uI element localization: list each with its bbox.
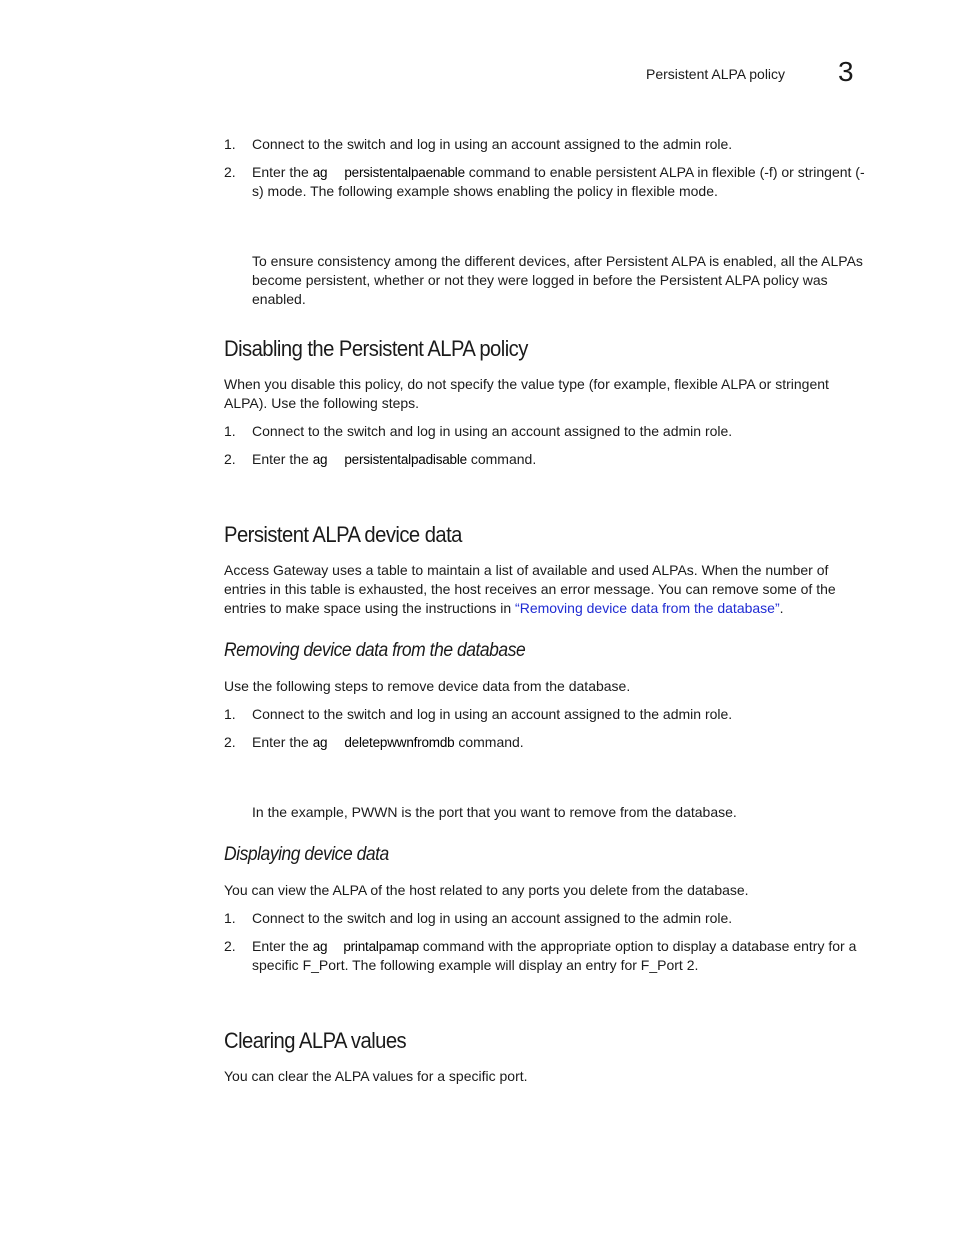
cross-reference-link[interactable]: “Removing device data from the database”: [515, 600, 780, 616]
step-text-pre: Enter the: [252, 451, 313, 467]
step-text-post: command to enable persistent ALPA in flexible (-f) or stringent (-s) mode. The following example shows enabling the policy in flexible mode.: [252, 164, 865, 199]
step-text: Connect to the switch and log in using an account assigned to the admin role.: [252, 136, 733, 152]
command-name: ag: [312, 452, 328, 467]
step-text: [252, 733, 872, 752]
step-text-pre: Enter the: [252, 938, 313, 954]
intro-text: Access Gateway uses a table to maintain a list of available and used ALPAs. When the number of entries in this table is exhausted, the host receives an error message. You can remove some of the entries to make space using the instructions in: [224, 562, 836, 616]
step-number: 2.: [224, 938, 236, 954]
step-text-pre: Enter the: [252, 734, 313, 750]
step-number: 2.: [224, 451, 236, 467]
step-number: 2.: [224, 734, 236, 750]
section-intro: When you disable this policy, do not specify the value type (for example, flexible ALPA or stringent ALPA). Use the following steps.: [224, 376, 829, 411]
step-text-post: command.: [454, 734, 524, 750]
step-text: [252, 937, 872, 975]
section-heading: Persistent ALPA device data: [224, 522, 462, 547]
note-paragraph: In the example, PWWN is the port that you want to remove from the database.: [252, 804, 737, 820]
command-option: printalpamap: [343, 939, 419, 954]
command-option: deletepwwnfromdb: [344, 735, 455, 750]
step-text-post: command with the appropriate option to display a database entry for a specific F_Port. The following example will display an entry for F_Port 2.: [252, 938, 857, 973]
step-text: Connect to the switch and log in using an account assigned to the admin role.: [252, 910, 733, 926]
intro-end: .: [779, 600, 784, 616]
command-name: ag: [312, 165, 328, 180]
step-number: 1.: [224, 910, 236, 926]
running-header-title: Persistent ALPA policy: [646, 66, 786, 82]
step-text-post: command.: [466, 451, 537, 467]
step-text-pre: Enter the: [252, 164, 313, 180]
command-option: persistentalpaenable: [344, 165, 465, 180]
command-name: ag: [312, 735, 328, 750]
command-name: ag: [312, 939, 328, 954]
step-number: 1.: [224, 423, 236, 439]
subsection-intro: Use the following steps to remove device data from the database.: [224, 678, 631, 694]
step-number: 1.: [224, 706, 236, 722]
subsection-heading: Removing device data from the database: [224, 640, 526, 661]
command-option: persistentalpadisable: [344, 452, 467, 467]
step-text: [252, 163, 872, 201]
chapter-number: 3: [838, 56, 854, 87]
step-text: Connect to the switch and log in using an account assigned to the admin role.: [252, 423, 733, 439]
step-number: 1.: [224, 136, 236, 152]
section-intro: [224, 561, 872, 618]
section-intro: You can clear the ALPA values for a specific port.: [224, 1068, 528, 1084]
step-text: Connect to the switch and log in using an account assigned to the admin role.: [252, 706, 733, 722]
note-paragraph: To ensure consistency among the different devices, after Persistent ALPA is enabled, all the ALPAs become persistent, whether or not they were logged in before the Persistent ALPA policy was enabled.: [252, 253, 863, 307]
subsection-intro: You can view the ALPA of the host related to any ports you delete from the database.: [224, 882, 749, 898]
subsection-heading: Displaying device data: [224, 844, 389, 865]
step-text: [252, 450, 872, 469]
section-heading: Clearing ALPA values: [224, 1028, 407, 1053]
step-number: 2.: [224, 164, 236, 180]
section-heading: Disabling the Persistent ALPA policy: [224, 336, 528, 361]
